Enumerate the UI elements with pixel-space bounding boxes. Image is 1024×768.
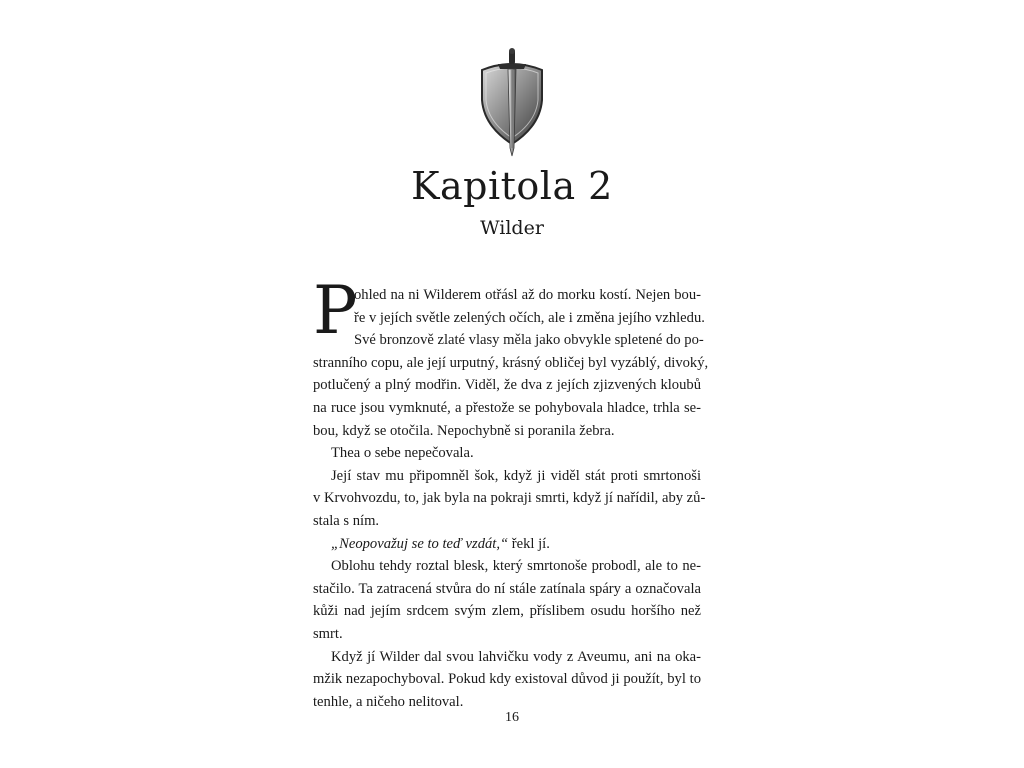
- page-number: 16: [505, 710, 519, 725]
- body-line: tenhle, a ničeho nelitoval.: [313, 693, 464, 710]
- dialogue-quote: „Neopovažuj se to teď vzdát,“: [331, 535, 509, 552]
- body-line: ohled na ni Wilderem otřásl až do morku kostí. Nejen bou-: [354, 287, 701, 303]
- body-line: stala s ním.: [313, 512, 380, 529]
- body-line: Thea o sebe nepečovala.: [331, 445, 474, 462]
- body-line: ře v jejích světle zelených očích, ale i změna jejího vzhledu.: [354, 309, 705, 326]
- body-line: stranního copu, ale její urputný, krásný obličej byl vyzáblý, divoký,: [313, 354, 709, 371]
- body-line: mžik nezapochyboval. Pokud kdy existoval důvod ji použít, byl to: [313, 671, 701, 688]
- body-line: v Krvohvozdu, to, jak byla na pokraji smrti, když jí nařídil, aby zů-: [313, 490, 706, 507]
- chapter-subtitle: Wilder: [480, 217, 544, 239]
- body-line: Své bronzově zlaté vlasy měla jako obvykle spletené do po-: [354, 332, 704, 349]
- body-line: [313, 533, 701, 556]
- body-line: Oblohu tehdy roztal blesk, který smrtonoše probodl, ale to ne-: [331, 558, 701, 575]
- body-line: na ruce jsou vymknuté, a přestože se pohybovala hladce, trhla se-: [313, 399, 701, 416]
- body-line: Když jí Wilder dal svou lahvičku vody z Aveumu, ani na oka-: [331, 648, 701, 665]
- drop-cap: P: [313, 272, 358, 349]
- chapter-body: [313, 272, 709, 713]
- dialogue-tag: řekl jí.: [508, 535, 550, 552]
- body-line: kůži nad jejím srdcem svým zlem, příslibem osudu horšího než: [313, 603, 701, 620]
- body-line: Její stav mu připomněl šok, když ji viděl stát proti smrtonoši: [331, 467, 701, 484]
- body-line: bou, když se otočila. Nepochybně si poranila žebra.: [313, 422, 615, 439]
- shield-sword-icon: [472, 48, 552, 158]
- body-line: stačilo. Ta zatracená stvůra do ní stále zatínala spáry a označovala: [313, 580, 701, 597]
- body-line: smrt.: [313, 625, 343, 642]
- body-line: potlučený a plný modřin. Viděl, že dva z jejích zjizvených kloubů: [313, 377, 701, 394]
- chapter-title: Kapitola 2: [411, 164, 613, 208]
